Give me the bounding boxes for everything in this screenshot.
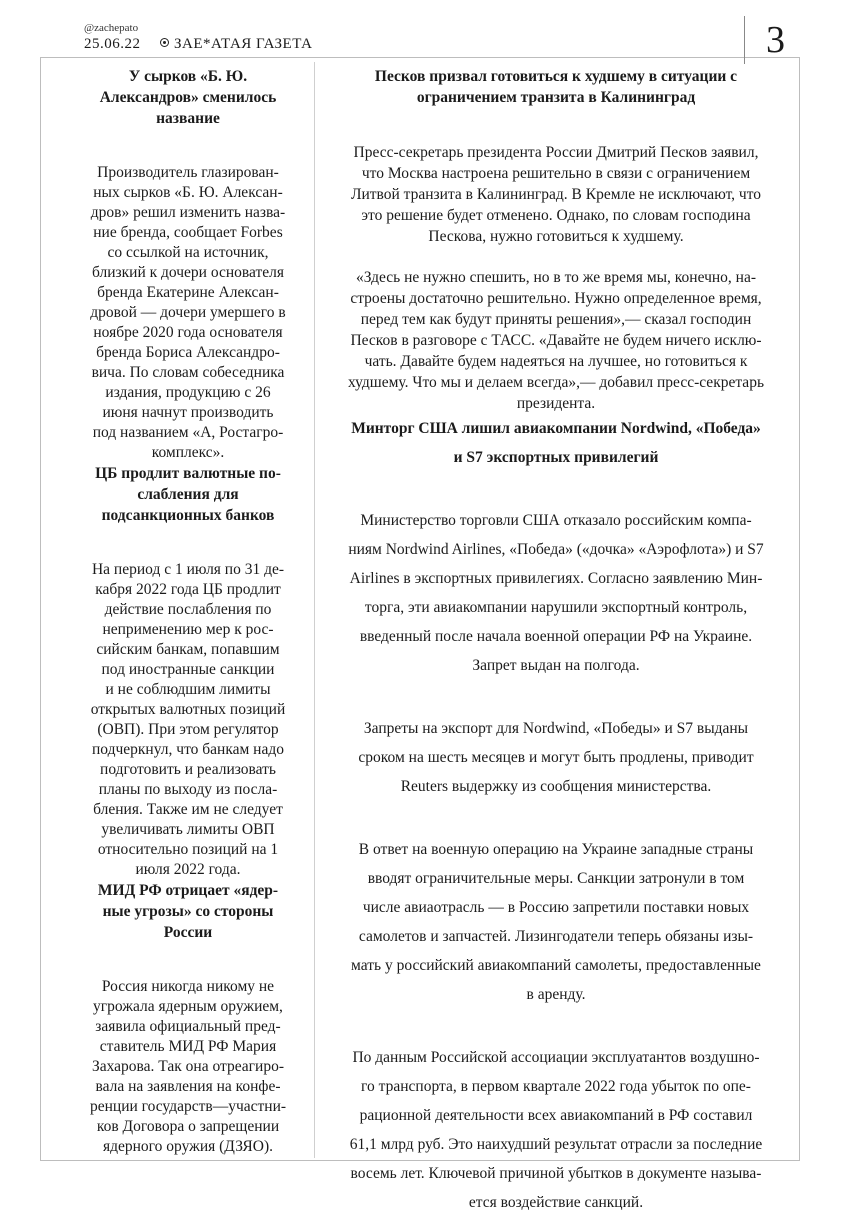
article-paragraph: Пресс-секретарь президента России Дмитрий Песков заявил, что Москва настроена решительно в связи с ограничением Литвой транзита в Калининград. В Кремле не исключают, что это решение будет отменено. Однако, по словам господина Пескова, нужно готовиться к худшему. [350, 144, 762, 245]
article-body: Россия никогда никому не угрожала ядерным оружием, заявила официальный пред- ставитель МИД РФ Мария Захарова. Так она отреагиро- вала на заявления на конфе- ренции государств—участни- ков Договора о запрещении ядерного оружия (ДЗЯО). [89, 978, 287, 1155]
article-paragraph: По данным Российской ассоциации эксплуатантов воздушно- го транспорта, в первом квартале 2022 года убыток по опе- рационной деятельности всех авиакомпаний в РФ составил 61,1 млрд руб. Это наихудший результат отрасли за последние восемь лет. Ключевой причиной убытков в документе называ- ется воздействие санкций. [349, 1049, 763, 1211]
column-divider [314, 62, 315, 1158]
newspaper-title [160, 36, 312, 53]
bullet-dot-icon [160, 38, 169, 47]
article-mid [74, 880, 302, 1157]
article-headline: ЦБ продлит валютные по- слабления для подсанкционных банков [95, 465, 281, 524]
article-mintorg [322, 414, 790, 1217]
article-body: На период с 1 июля по 31 де- кабря 2022 года ЦБ продлит действие послабления по неприменению мер к рос- сийским банкам, попавшим под иностранные санкции и не соблюдшим лимиты открытых валютных позиций (ОВП). При этом регулятор подчеркнул, что банкам надо подготовить и реализовать планы по выходу из посла- бления. Также им не следует увеличивать лимиты ОВП относительно позиций на 1 июля 2022 года. [90, 561, 286, 878]
article-paragraph: Министерство торговли США отказало российским компа- ниям Nordwind Airlines, «Победа» («дочка» «Аэрофлота») и S7 Airlines в экспортных привилегиях. Согласно заявлению Мин- торга, эти авиакомпании нарушили экспортный контроль, введенный после начала военной операции РФ на Украине. Запрет выдан на полгода. [348, 512, 764, 674]
article-headline: Минторг США лишил авиакомпании Nordwind, «Победа» и S7 экспортных привилегий [351, 420, 761, 466]
page-number: 3 [744, 16, 785, 64]
page-header [84, 22, 784, 56]
right-column [322, 66, 790, 1217]
article-paragraph: «Здесь не нужно спешить, но в то же время мы, конечно, на- строены достаточно решительно. Нужно определенное время, перед тем как будут приняты решения»,— сказал господин Песков в разговоре с ТАСС. «Давайте не будем ничего исклю- чать. Давайте будем надеяться на лучшее, но готовиться к худшему. Что мы и делаем всегда»,— добавил пресс-секретарь президента. [347, 269, 765, 412]
article-headline: У сырков «Б. Ю. Александров» сменилось название [99, 68, 277, 127]
left-column [74, 66, 302, 1157]
article-paragraph: Запреты на экспорт для Nordwind, «Победы» и S7 выданы сроком на шесть месяцев и могут быть продлены, приводит Reuters выдержку из сообщения министерства. [358, 720, 754, 795]
social-handle: @zachepato [84, 22, 139, 34]
issue-date: 25.06.22 [84, 36, 141, 52]
article-paragraph: В ответ на военную операцию на Украине западные страны вводят ограничительные меры. Санкции затронули в том числе авиаотрасль — в Россию запретили поставки новых самолетов и запчастей. Лизингодатели теперь обязаны изы- мать у российский авиакомпаний самолеты, предоставленные в аренду. [351, 841, 761, 1003]
article-headline: МИД РФ отрицает «ядер- ные угрозы» со стороны России [97, 882, 279, 941]
article-body: Производитель глазирован- ных сырков «Б. Ю. Алексан- дров» решил изменить назва- ние бренда, сообщает Forbes со ссылкой на источник, близкий к дочери основателя бренда Екатерине Алексан- дровой — дочери умершего в ноябре 2020 года основателя бренда Бориса Александро- вича. По словам собеседника издания, продукцию с 26 июня начнут производить под названием «А, Ростагро- комплекс». [90, 164, 286, 461]
newspaper-title-text: ЗАЕ*АТАЯ ГАЗЕТА [174, 36, 313, 52]
article-syrki [74, 66, 302, 463]
article-headline: Песков призвал готовиться к худшему в ситуации с ограничением транзита в Калининград [374, 68, 738, 106]
article-cb [74, 463, 302, 880]
article-peskov [322, 66, 790, 414]
